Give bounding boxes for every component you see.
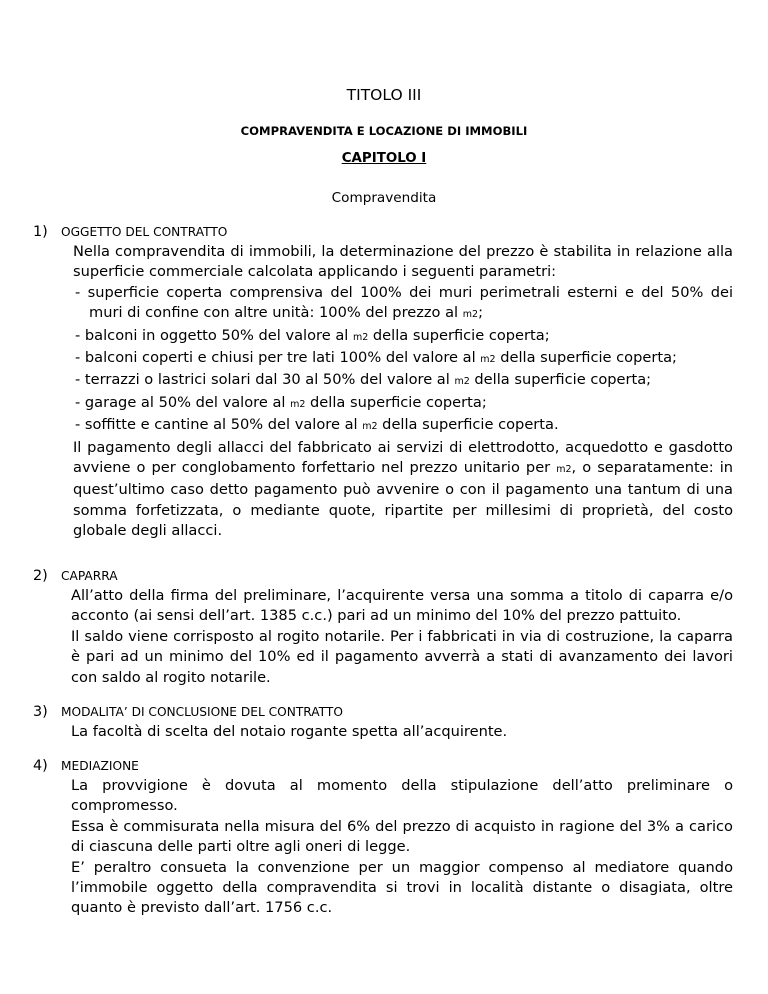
section-heading-text: CAPARRA [61, 569, 118, 583]
chapter-heading: CAPITOLO I [341, 151, 427, 166]
section-number: 3) [33, 704, 48, 720]
list-item: - balconi coperti e chiusi per tre lati 100% del valore al m2 della superficie coperta; [75, 349, 677, 367]
document-subtitle: COMPRAVENDITA E LOCAZIONE DI IMMOBILI [240, 124, 528, 138]
section-body [33, 586, 733, 688]
paragraph: La provvigione è dovuta al momento della stipulazione dell’atto preliminare o compromesso. [71, 777, 733, 815]
paragraph: La facoltà di scelta del notaio rogante spetta all’acquirente. [71, 723, 508, 740]
paragraph: E’ peraltro consueta la convenzione per un maggior compenso al mediatore quando l’immobile oggetto della compravendita si trovi in località distante o disagiata, oltre quanto è previsto dall’art. 1756 c.c. [71, 858, 733, 917]
section-heading [33, 222, 733, 242]
section-body [33, 776, 733, 919]
section-heading [33, 566, 733, 586]
section-title: Compravendita [331, 190, 437, 206]
section-caparra [33, 566, 733, 688]
document-title: TITOLO III [346, 86, 422, 104]
section-heading [33, 756, 733, 776]
list-item: - balconi in oggetto 50% del valore al m2 della superficie coperta; [75, 326, 550, 344]
paragraph: Essa è commisurata nella misura del 6% del prezzo di acquisto in ragione del 3% a carico di ciascuna delle parti oltre agli oneri di legge. [71, 817, 733, 856]
section-heading-text: OGGETTO DEL CONTRATTO [61, 225, 228, 239]
paragraph: Il pagamento degli allacci del fabbricato ai servizi di elettrodotto, acquedotto e gasdotto avviene o per conglobamento forfettario nel prezzo unitario per m2, o separatamente: in quest’ultimo caso detto pagamento può avvenire o con il pagamento una tantum di una somma forfetizzata, o mediante quote, ripartite per millesimi di proprietà, del costo globale degli allacci. [73, 438, 734, 540]
section-body [33, 722, 733, 742]
list-item: - superficie coperta comprensiva del 100% dei muri perimetrali esterni e del 50% dei muri di confine con altre unità: 100% del prezzo al m2; [75, 283, 733, 322]
paragraph: All’atto della firma del preliminare, l’acquirente versa una somma a titolo di caparra e/o acconto (ai sensi dell’art. 1385 c.c.) pari ad un minimo del 10% del prezzo pattuito. [71, 587, 733, 625]
section-body [33, 242, 733, 542]
list-item: - soffitte e cantine al 50% del valore al m2 della superficie coperta. [75, 416, 559, 434]
section-number: 1) [33, 224, 48, 240]
paragraph: Il saldo viene corrisposto al rogito notarile. Per i fabbricati in via di costruzione, la caparra è pari ad un minimo del 10% ed il pagamento avverrà a stati di avanzamento dei lavori con saldo al rogito notarile. [71, 627, 733, 686]
paragraph: Nella compravendita di immobili, la determinazione del prezzo è stabilita in relazione alla superficie commerciale calcolata applicando i seguenti parametri: [73, 243, 733, 281]
list-item: - garage al 50% del valore al m2 della superficie coperta; [75, 393, 487, 411]
section-number: 4) [33, 758, 48, 774]
section-oggetto [33, 222, 733, 542]
section-heading-text: MEDIAZIONE [61, 759, 139, 773]
section-number: 2) [33, 568, 48, 584]
section-heading-text: MODALITA’ DI CONCLUSIONE DEL CONTRATTO [61, 705, 343, 719]
list-item: - terrazzi o lastrici solari dal 30 al 50% del valore al m2 della superficie coperta; [75, 371, 652, 389]
section-mediazione [33, 756, 733, 919]
section-heading [33, 702, 733, 722]
section-modalita [33, 702, 733, 742]
